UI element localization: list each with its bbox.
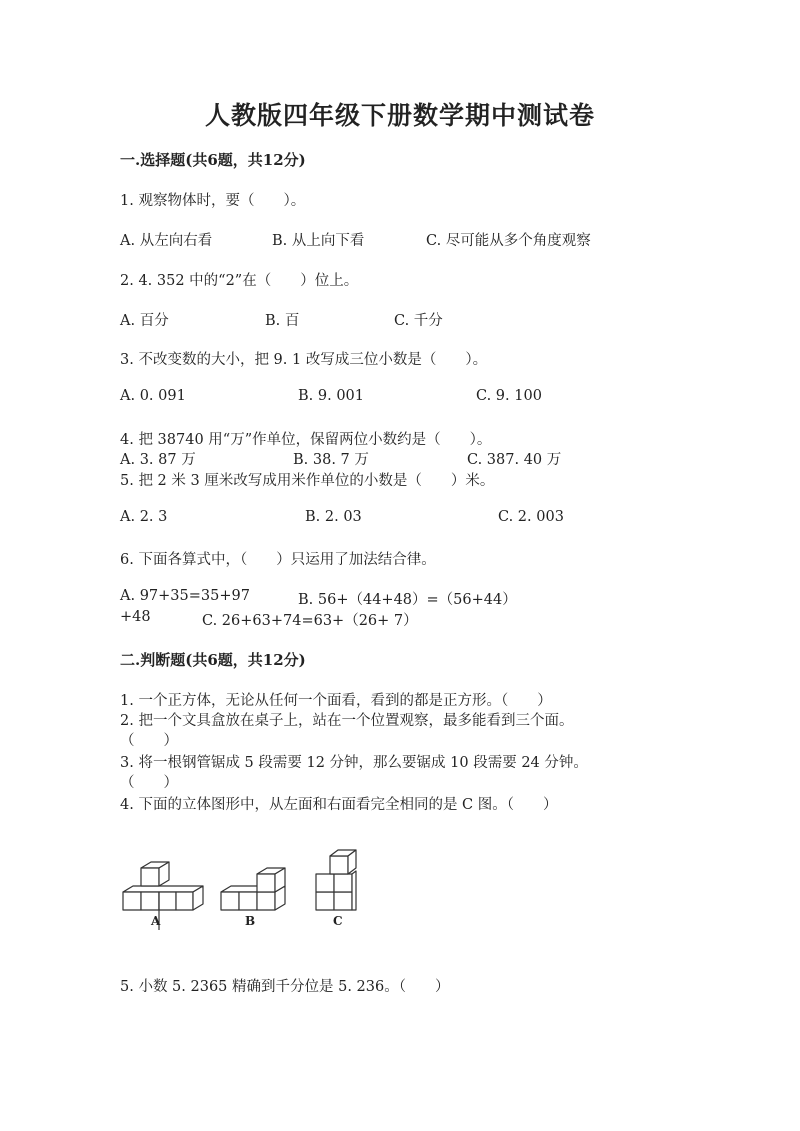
cube-figure-c <box>316 850 356 910</box>
q2-option-b: B. 百 <box>265 313 300 329</box>
q6-option-a: A. 97+35=35+97 <box>120 588 250 604</box>
j2-answer-blank: （ ） <box>120 733 178 749</box>
q2-stem: 2. 4. 352 中的“2”在（ ）位上。 <box>120 273 359 289</box>
q1-stem: 1. 观察物体时，要（ ）。 <box>120 193 306 209</box>
q6-option-b: B. 56+（44+48）=（56+44） <box>298 592 517 608</box>
q3-option-c: C. 9. 100 <box>476 388 542 404</box>
page-title: 人教版四年级下册数学期中测试卷 <box>204 101 595 130</box>
q5-stem: 5. 把 2 米 3 厘米改写成用米作单位的小数是（ ）米。 <box>120 473 495 489</box>
j1-statement: 1. 一个正方体，无论从任何一个面看，看到的都是正方形。（ ） <box>120 693 552 709</box>
q6-option-c: C. 26+63+74=63+（26+ 7） <box>202 613 418 629</box>
q1-option-b: B. 从上向下看 <box>272 233 365 249</box>
q2-option-a: A. 百分 <box>120 313 169 329</box>
q5-option-c: C. 2. 003 <box>498 509 564 525</box>
q1-option-c: C. 尽可能从多个角度观察 <box>426 233 591 249</box>
q1-option-a: A. 从左向右看 <box>120 233 213 249</box>
figure-label-c: C <box>333 914 343 928</box>
section2-heading: 二.判断题(共6题，共12分) <box>120 651 306 669</box>
q4-option-a: A. 3. 87 万 <box>120 452 196 468</box>
q4-option-b: B. 38. 7 万 <box>293 452 369 468</box>
cube-figure-a <box>123 862 203 930</box>
figure-label-b: B <box>245 914 256 928</box>
section1-heading: 一.选择题(共6题，共12分) <box>120 151 306 169</box>
q5-option-b: B. 2. 03 <box>305 509 362 525</box>
j2-statement: 2. 把一个文具盒放在桌子上，站在一个位置观察，最多能看到三个面。 <box>120 713 574 729</box>
q6-option-b-continued: +48 <box>120 609 151 625</box>
figure-label-a: A <box>151 914 161 928</box>
q6-stem: 6. 下面各算式中，（ ）只运用了加法结合律。 <box>120 552 436 568</box>
q3-option-b: B. 9. 001 <box>298 388 364 404</box>
j5-statement: 5. 小数 5. 2365 精确到千分位是 5. 236。（ ） <box>120 979 450 995</box>
j3-answer-blank: （ ） <box>120 775 178 791</box>
j4-statement: 4. 下面的立体图形中，从左面和右面看完全相同的是 C 图。（ ） <box>120 797 558 813</box>
j3-statement: 3. 将一根钢管锯成 5 段需要 12 分钟，那么要锯成 10 段需要 24 分钟。 <box>120 755 588 771</box>
q2-option-c: C. 千分 <box>394 313 443 329</box>
q4-stem: 4. 把 38740 用“万”作单位，保留两位小数约是（ ）。 <box>120 432 492 448</box>
q4-option-c: C. 387. 40 万 <box>467 452 562 468</box>
q5-option-a: A. 2. 3 <box>120 509 168 525</box>
cube-figure-b <box>221 868 285 910</box>
q3-stem: 3. 不改变数的大小，把 9. 1 改写成三位小数是（ ）。 <box>120 352 488 368</box>
q3-option-a: A. 0. 091 <box>120 388 186 404</box>
